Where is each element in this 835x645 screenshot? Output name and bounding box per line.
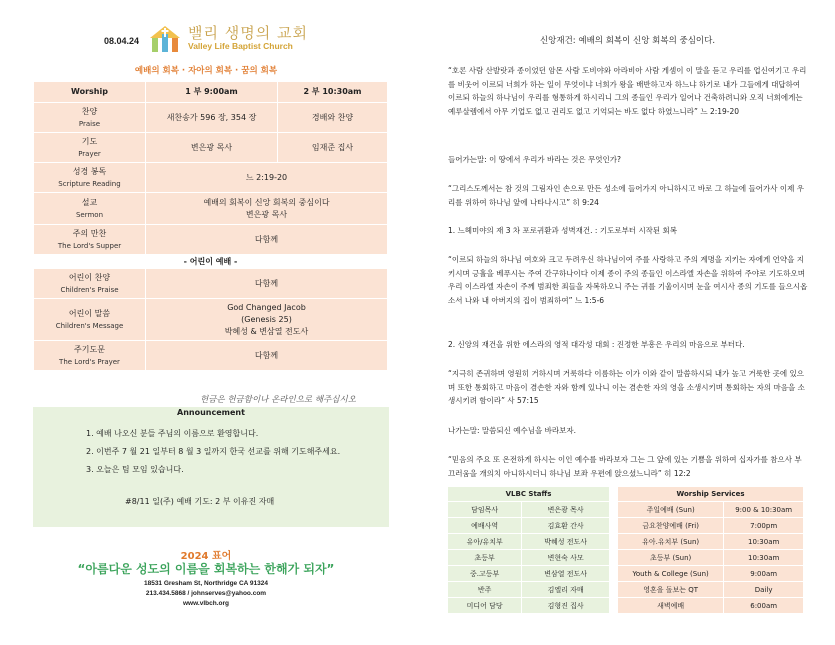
service-time: 10:30am — [724, 534, 804, 550]
sermon-title: 신앙재건: 예배의 회복이 신앙 회복의 중심이다. — [539, 36, 716, 46]
order-item-label — [34, 299, 146, 341]
item-english: The Lord's Prayer — [59, 357, 120, 366]
staff-role: 담임목사 — [448, 502, 522, 518]
service-name: 영혼을 돌보는 QT — [618, 582, 724, 598]
order-row-scripture — [34, 163, 388, 193]
service-row — [618, 566, 804, 582]
church-address: 18531 Gresham St, Northridge CA 91324 — [143, 580, 269, 587]
service-time: 10:30am — [724, 550, 804, 566]
kids-row-praise — [34, 269, 388, 299]
staff-role: 예배사역 — [448, 518, 522, 534]
staff-table — [447, 486, 610, 614]
item-english: The Lord's Supper — [57, 241, 122, 250]
sermon-paragraph: 1. 느헤미야의 재 3 차 포로귀환과 성벽재건. : 기도로부터 시작된 회복 — [448, 226, 678, 235]
order-row-sermon — [34, 193, 388, 225]
kids-message-title: God Changed Jacob — [227, 302, 306, 312]
staff-row — [448, 550, 610, 566]
announcement-item: 3. 오늘은 팀 모임 있습니다. — [86, 465, 184, 474]
item-korean: 성경 봉독 — [72, 166, 107, 176]
item-english: Praise — [78, 119, 101, 128]
staff-row — [448, 502, 610, 518]
church-contact: 213.434.5868 / johnserves@yahoo.com — [145, 590, 267, 597]
item-korean: 주의 만찬 — [72, 228, 107, 238]
kids-row-message — [34, 299, 388, 341]
item-english: Children's Praise — [60, 285, 119, 294]
church-website: www.vlbch.org — [183, 600, 229, 607]
service-name: 주일예배 (Sun) — [618, 502, 724, 518]
service-row — [618, 502, 804, 518]
order-row-praise — [34, 103, 388, 133]
sermon-paragraph: “믿음의 주요 또 온전하게 하시는 이인 예수를 바라보자 그는 그 앞에 있는 기쁨을 위하여 십자가를 참으사 부끄러움을 개의치 아니하시더니 하나님 보좌 우편에 앉으셨느니라” 히 12:2 — [448, 455, 802, 478]
item-korean: 기도 — [81, 136, 98, 146]
order-value: 느 2:19-20 — [146, 163, 388, 193]
service-name: Youth & College (Sun) — [618, 566, 724, 582]
order-item-label — [34, 103, 146, 133]
staff-row — [448, 598, 610, 614]
sermon-paragraph: “이르되 하늘의 하나님 여호와 크고 두려우신 하나님이여 주를 사랑하고 주의 계명을 지키는 자에게 언약을 지키시며 긍휼을 베푸시는 주여 간구하나이다 이제 종이 주의 종들인 이스라엘 자손을 위하여 주야로 기도하오며 우리 이스라엘 자손이 주께 범죄한 죄들을 자복하오니 주는 귀를 기울이시며 눈을 여시사 종의 기도를 들으시옵소서 나와 내 아버지의 집이 범죄하여” 느 1:5-6 — [448, 255, 808, 305]
order-item-label — [34, 193, 146, 225]
header-second-service: 2 부 10:30am — [278, 82, 388, 103]
staff-row — [448, 518, 610, 534]
order-value-second: 경배와 찬양 — [278, 103, 388, 133]
staff-person: 변삼열 전도사 — [522, 566, 610, 582]
order-item-label — [34, 269, 146, 299]
staff-person: 김효환 간사 — [522, 518, 610, 534]
service-time: 6:00am — [724, 598, 804, 614]
sermon-paragraph: “호론 사람 산발랏과 종이었던 암몬 사람 도비야와 아라비아 사람 게셈이 이 말을 듣고 우리를 업신여기고 우리를 비웃어 이르되 너희가 하는 일이 무엇이냐 너희가 왕을 배반하고자 하느냐 하기로 내가 그들에게 대답하여 이르되 하늘의 하나님이 우리를 형통하게 하시리니 그의 종들인 우리가 일어나 건축하려니와 오직 너희에게는 예루살렘에서 아무 기업도 없고 권리도 없고 기억되는 바도 없다 하였느니라” 느 2:19-20 — [448, 66, 807, 116]
announcement-item: 1. 예배 나오신 분들 주님의 이름으로 환영합니다. — [86, 429, 259, 438]
kids-message-ref: (Genesis 25) — [241, 314, 292, 324]
order-value — [146, 299, 388, 341]
service-row — [618, 582, 804, 598]
staff-role: 미디어 담당 — [448, 598, 522, 614]
item-english: Children's Message — [55, 321, 124, 330]
order-value-first: 새찬송가 596 장, 354 장 — [146, 103, 278, 133]
church-name-korean: 밸리 생명의 교회 — [188, 24, 308, 42]
year-motto: “아름다운 성도의 이름을 회복하는 한해가 되자” — [77, 562, 335, 576]
sermon-paragraph: 들어가는말: 이 땅에서 우리가 바라는 것은 무엇인가? — [448, 155, 621, 164]
staff-row — [448, 534, 610, 550]
staff-row — [448, 566, 610, 582]
staff-role: 유아/유치부 — [448, 534, 522, 550]
sermon-paragraph: 나가는말: 말씀되신 예수님을 바라보자. — [448, 426, 576, 435]
order-item-label — [34, 133, 146, 163]
staff-person: 김형진 집사 — [522, 598, 610, 614]
item-korean: 설교 — [81, 197, 98, 207]
item-english: Scripture Reading — [58, 179, 121, 188]
item-korean: 찬양 — [81, 106, 98, 116]
preacher: 변은광 목사 — [245, 209, 288, 219]
prayer-assignment: #8/11 일(주) 예배 기도: 2 부 이유진 자매 — [125, 497, 275, 506]
item-english: Prayer — [78, 149, 101, 158]
header-worship: Worship — [34, 82, 146, 103]
service-row — [618, 518, 804, 534]
kids-worship-label: - 어린이 예배 - — [34, 255, 388, 269]
staff-person: 변현숙 사모 — [522, 550, 610, 566]
staff-person: 변은광 목사 — [522, 502, 610, 518]
staff-role: 반주 — [448, 582, 522, 598]
announcement-item: 2. 이번주 7 월 21 일부터 8 월 3 일까지 한국 선교를 위해 기도해주세요. — [86, 447, 341, 456]
sermon-paragraph: “그리스도께서는 참 것의 그림자인 손으로 만든 성소에 들어가지 아니하시고 바로 그 하늘에 들어가사 이제 우리를 위하여 하나님 앞에 나타나시고” 히 9:24 — [448, 184, 805, 207]
worship-services-table — [617, 486, 804, 614]
kids-worship-section-label — [34, 255, 388, 269]
item-korean: 주기도문 — [74, 344, 105, 354]
item-korean: 어린이 찬양 — [68, 272, 111, 282]
staff-role: 중.고등부 — [448, 566, 522, 582]
staff-row — [448, 582, 610, 598]
service-time: 9:00am — [724, 566, 804, 582]
service-name: 금요찬양예배 (Fri) — [618, 518, 724, 534]
order-value: 다함께 — [146, 225, 388, 255]
year-motto-label: 2024 표어 — [180, 551, 232, 562]
service-row — [618, 598, 804, 614]
staff-person: 김엘리 자매 — [522, 582, 610, 598]
kids-message-speakers: 박혜성 & 변삼열 전도사 — [224, 326, 309, 336]
staff-person: 박혜성 전도사 — [522, 534, 610, 550]
bulletin-date: 08.04.24 — [104, 36, 140, 46]
sermon-paragraph: 2. 신앙의 재건을 위한 에스라의 영적 대각성 대회 : 진정한 부흥은 우리의 마음으로 부터다. — [448, 340, 745, 349]
offering-note: 헌금은 헌금함이나 온라인으로 해주십시오 — [200, 395, 356, 405]
order-row-prayer — [34, 133, 388, 163]
staff-role: 초등부 — [448, 550, 522, 566]
worship-order-table — [33, 81, 388, 371]
order-value-second: 임재준 집사 — [278, 133, 388, 163]
order-row-communion — [34, 225, 388, 255]
service-time: Daily — [724, 582, 804, 598]
item-korean: 어린이 말씀 — [68, 308, 111, 318]
church-logo-icon — [148, 24, 182, 54]
service-name: 유아.유치부 (Sun) — [618, 534, 724, 550]
order-value: 다함께 — [146, 269, 388, 299]
order-item-label — [34, 163, 146, 193]
order-value — [146, 193, 388, 225]
sermon-title: 예배의 회복이 신앙 회복의 중심이다 — [203, 197, 330, 207]
service-row — [618, 534, 804, 550]
services-title: Worship Services — [618, 487, 804, 502]
bulletin-theme: 예배의 회복 · 자아의 회복 · 꿈의 회복 — [134, 66, 278, 76]
service-row — [618, 550, 804, 566]
header-first-service: 1 부 9:00am — [146, 82, 278, 103]
order-value: 다함께 — [146, 341, 388, 371]
service-name: 새벽예배 — [618, 598, 724, 614]
church-name-english: Valley Life Baptist Church — [188, 41, 293, 51]
service-name: 초등부 (Sun) — [618, 550, 724, 566]
order-item-label — [34, 225, 146, 255]
announcement-title: Announcement — [177, 408, 245, 417]
item-english: Sermon — [75, 210, 104, 219]
sermon-paragraph: “지극히 존귀하며 영원히 거하시며 거룩하다 이름하는 이가 이와 같이 말씀하시되 내가 높고 거룩한 곳에 있으며 또한 통회하고 마음이 겸손한 자와 함께 있나니 이는 겸손한 자의 영을 소생시키며 통회하는 자의 마음을 소생시키려 함이라” 사 57:15 — [448, 369, 805, 405]
service-time: 9:00 & 10:30am — [724, 502, 804, 518]
order-value-first: 변은광 목사 — [146, 133, 278, 163]
service-time: 7:00pm — [724, 518, 804, 534]
worship-order-header — [34, 82, 388, 103]
staff-title: VLBC Staffs — [448, 487, 610, 502]
order-item-label — [34, 341, 146, 371]
kids-row-lords-prayer — [34, 341, 388, 371]
